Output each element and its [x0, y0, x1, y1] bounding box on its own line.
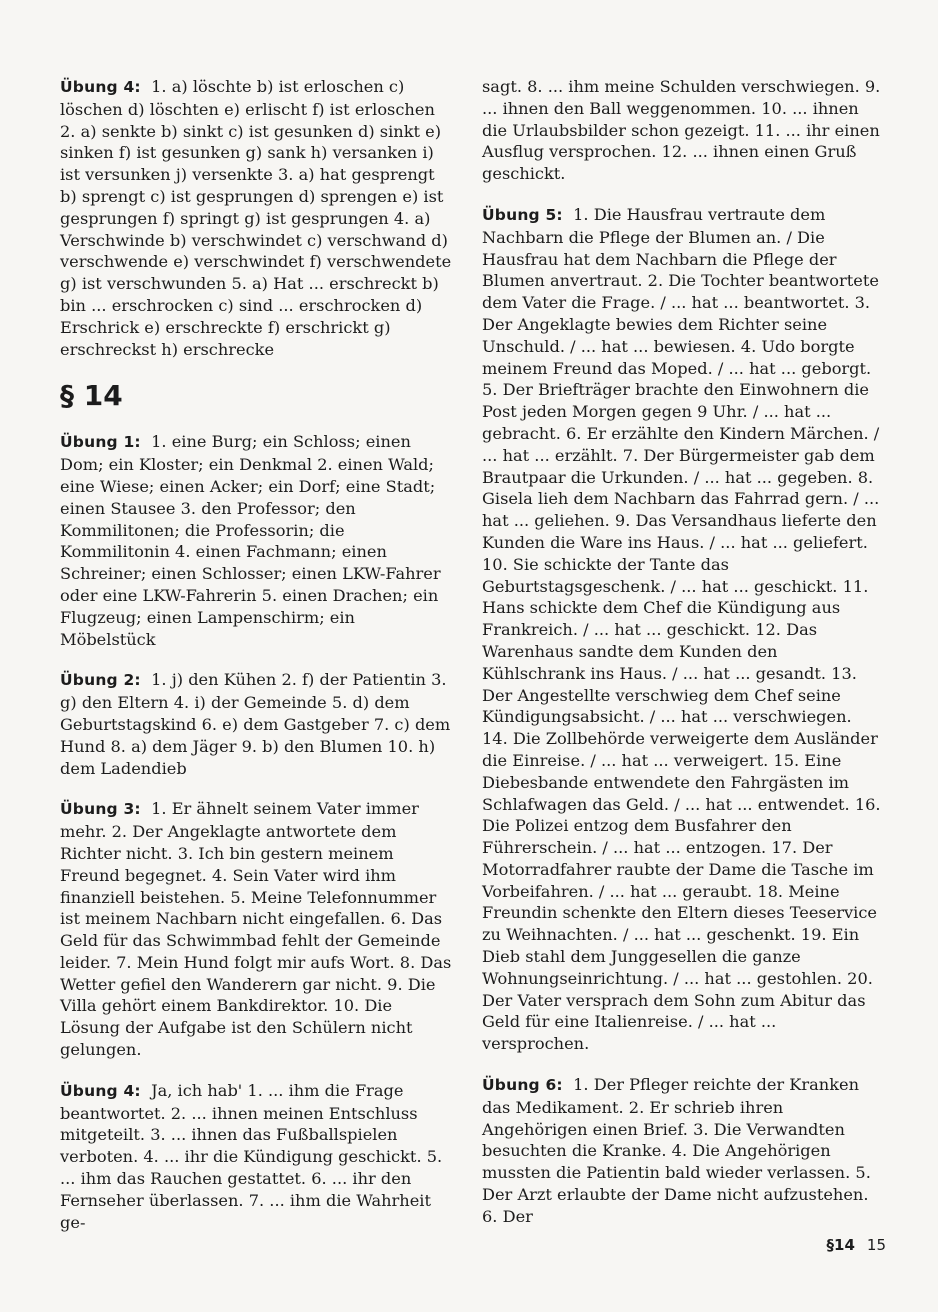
exercise-4-continued: [482, 76, 882, 185]
exercise-label: Übung 4:: [60, 1081, 141, 1100]
exercise-3: [60, 798, 452, 1061]
exercise-2: [60, 669, 452, 779]
left-column: [60, 76, 452, 1252]
exercise-label: Übung 6:: [482, 1076, 563, 1095]
exercise-answers: 1. Die Hausfrau vertraute dem Nachbarn die Pflege der Blumen an. / Die Hausfrau hat dem Nachbarn die Pflege der Blumen anvertraut. 2. Die Tochter beantwortete dem Vater die Frage. / ... hat ... beantwortet. 3. Der Angeklagte bewies dem Richter seine Unschuld. / ... hat ... bewiesen. 4. Udo borgte meinem Freund das Moped. / ... hat ... geborgt. 5. Der Briefträger brachte den Einwohnern die Post jeden Morgen gegen 9 Uhr. / ... hat ... gebracht. 6. Er erzählte den Kindern Märchen. / ... hat ... erzählt. 7. Der Bürgermeister gab dem Brautpaar die Urkunden. / ... hat ... gegeben. 8. Gisela lieh dem Nachbarn das Fahrrad gern. / ... hat ... geliehen. 9. Das Versandhaus lieferte den Kunden die Ware ins Haus. / ... hat ... geliefert. 10. Sie schickte der Tante das Geburtstagsgeschenk. / ... hat ... geschickt. 11. Hans schickte dem Chef die Kündigung aus Frankreich. / ... hat ... geschickt. 12. Das Warenhaus sandte dem Kunden den Kühlschrank ins Haus. / ... hat ... gesandt. 13. Der Angestellte verschwieg dem Chef seine Kündigungsabsicht. / ... hat ... verschwiegen. 14. Die Zollbehörde verweigerte dem Ausländer die Einreise. / ... hat ... verweigert. 15. Eine Diebesbande entwendete den Fahrgästen im Schlafwagen das Geld. / ... hat ... entwendet. 16. Die Polizei entzog dem Busfahrer den Führerschein. / ... hat ... entzogen. 17. Der Motorradfahrer raubte der Dame die Tasche im Vorbeifahren. / ... hat ... geraubt. 18. Meine Freundin schenkte den Eltern dieses Teeservice zu Weihnachten. / ... hat ... geschenkt. 19. Ein Dieb stahl dem Junggesellen die ganze Wohnungseinrichtung. / ... hat ... gestohlen. 20. Der Vater versprach dem Sohn zum Abitur das Geld für eine Italienreise. / ... hat ... versprochen.: [482, 204, 881, 1054]
exercise-4: [60, 1080, 452, 1234]
exercise-answers: 1. eine Burg; ein Schloss; einen Dom; ein Kloster; ein Denkmal 2. einen Wald; eine Wiese; einen Acker; ein Dorf; eine Stadt; einen Stausee 3. den Professor; den Kommilitonen; die Professorin; die Kommilitonin 4. einen Fachmann; einen Schreiner; einen Schlosser; einen LKW-Fahrer oder eine LKW-Fahrerin 5. einen Drachen; ein Flugzeug; einen Lampenschirm; ein Möbelstück: [60, 432, 441, 649]
exercise-label: Übung 3:: [60, 800, 141, 819]
exercise-label: Übung 1:: [60, 433, 141, 452]
exercise-5: [482, 204, 882, 1055]
exercise-answers: 1. j) den Kühen 2. f) der Patientin 3. g) den Eltern 4. i) der Gemeinde 5. d) dem Geburtstagskind 6. e) dem Gastgeber 7. c) dem Hund 8. a) dem Jäger 9. b) den Blumen 10. h) dem Ladendieb: [60, 670, 451, 778]
exercise-label: Übung 4:: [60, 78, 141, 96]
exercise-answers: sagt. 8. ... ihm meine Schulden verschwiegen. 9. ... ihnen den Ball weggenommen. 10. ... ihnen die Urlaubsbilder schon gezeigt. 11. ... ihr einen Ausflug versprochen. 12. ... ihnen einen Gruß geschickt.: [482, 77, 881, 184]
exercise-4-previous-section: [60, 76, 452, 360]
page-footer: [827, 1236, 886, 1254]
exercise-answers: 1. Er ähnelt seinem Vater immer mehr. 2. Der Angeklagte antwortete dem Richter nicht. 3. Ich bin gestern meinem Freund begegnet. 4. Sein Vater wird ihm finanziell beistehen. 5. Meine Telefonnummer ist meinem Nachbarn nicht eingefallen. 6. Das Geld für das Schwimmbad fehlt der Gemeinde leider. 7. Mein Hund folgt mir aufs Wort. 8. Das Wetter gefiel den Wanderern gar nicht. 9. Die Villa gehört einem Bankdirektor. 10. Die Lösung der Aufgabe ist den Schülern nicht gelungen.: [60, 799, 452, 1060]
right-column: [482, 76, 882, 1247]
exercise-label: Übung 2:: [60, 671, 141, 690]
section-heading: § 14: [60, 379, 123, 413]
page-number: 15: [866, 1236, 886, 1254]
exercise-answers: 1. a) löschte b) ist erloschen c) löschen d) löschten e) erlischt f) ist erloschen 2. a) senkte b) sinkt c) ist gesunken d) sinkt e) sinken f) ist gesunken g) sank h) versanken i) ist versunken j) versenkte 3. a) hat gesprengt b) sprengt c) ist gesprungen d) sprengen e) ist gesprungen f) springt g) ist gesprungen 4. a) Verschwinde b) verschwindet c) verschwand d) verschwende e) verschwindet f) verschwendete g) ist verschwunden 5. a) Hat ... erschreckt b) bin ... erschrocken c) sind ... erschrocken d) Erschrick e) erschreckte f) erschrickt g) erschreckst h) erschrecke: [60, 77, 452, 359]
exercise-6: [482, 1074, 882, 1228]
exercise-1: [60, 431, 452, 650]
footer-section: §14: [826, 1236, 855, 1254]
exercise-answers: 1. Der Pfleger reichte der Kranken das Medikament. 2. Er schrieb ihren Angehörigen einen Brief. 3. Die Verwandten besuchten die Kranke. 4. Die Angehörigen mussten die Patientin bald wieder verlassen. 5. Der Arzt erlaubte der Dame nicht aufzustehen. 6. Der: [482, 1075, 871, 1226]
exercise-label: Übung 5:: [482, 205, 563, 224]
exercise-answers: Ja, ich hab' 1. ... ihm die Frage beantwortet. 2. ... ihnen meinen Entschluss mitgeteilt. 3. ... ihnen das Fußballspielen verboten. 4. ... ihr die Kündigung geschickt. 5. ... ihm das Rauchen gestattet. 6. ... ihr den Fernseher überlassen. 7. ... ihm die Wahrheit ge-: [60, 1080, 443, 1232]
